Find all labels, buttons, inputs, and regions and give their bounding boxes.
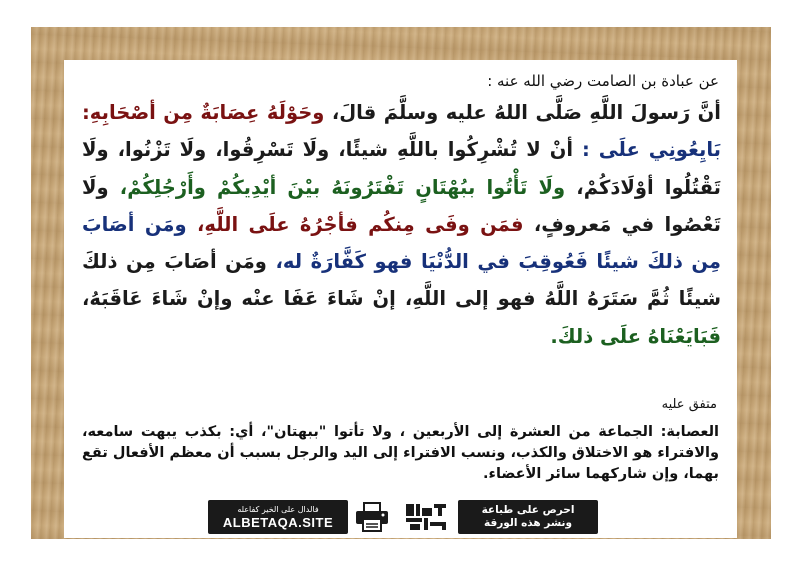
hadith-segment: ومَن أصَابَ مِن ذلكَ شيئًا فَعُوقِبَ في الدُّنْيَا فهو كَفَّارَةٌ له،: [82, 212, 721, 274]
print-reminder: [458, 500, 598, 534]
print-line-2: ونشر هذه الورقة: [484, 517, 572, 529]
hadith-segment: بَايِعُونِي علَى :: [573, 138, 721, 162]
hadith-segment: ولَا تَعْصُوا في مَعروفٍ،: [82, 175, 721, 236]
hadith-segment: فمَن وفَى مِنكُم فأجْرُهُ علَى اللَّهِ،: [186, 212, 524, 236]
printer-icon: [352, 500, 392, 534]
hadith-segment: ومَن أصَابَ مِن ذلكَ شيئًا ثُمَّ سَتَرَهُ اللَّهُ فهو إلى اللَّهِ، إنْ شَاءَ عَفَا عنْه وإنْ شَاءَ عَاقَبَهُ،: [82, 250, 721, 311]
hadith-segment: أنْ لا تُشْرِكُوا باللَّهِ شيئًا، ولَا تَسْرِقُوا، ولَا تَزْنُوا، ولَا تَقْتُلُوا أوْلَادَكُمْ،: [82, 138, 721, 199]
hadith-segment: أنَّ رَسولَ اللَّهِ صَلَّى اللهُ عليه وسلَّمَ قالَ،: [324, 101, 721, 124]
hadith-card: [64, 60, 737, 538]
site-url[interactable]: ALBETAQA.SITE: [222, 514, 334, 530]
explanation-note: العصابة: الجماعة من العشرة إلى الأربعين ، ولا تأتوا "ببهتان"، أي: بكذب يبهت سامعه، والافتراء هو الاختلاق والكذب، ونسب الافتراء إلى اليد والرجل بسبب أن معظم الأفعال تقع بهما، وإن شاركهما سائر الأعضاء.: [82, 424, 719, 482]
hadith-segment: ولَا تَأْتُوا ببُهْتَانٍ تَفْتَرُونَهُ بيْنَ أيْدِيكُمْ وأَرْجُلِكُمْ،: [108, 175, 566, 199]
footer-bar: [208, 500, 603, 534]
site-tagline: فالدال على الخير كفاعله: [237, 504, 319, 514]
print-line-1: احرص على طباعة: [481, 504, 575, 516]
albetaqa-logo-icon: [396, 500, 454, 534]
site-box: [208, 500, 348, 534]
hadith-text: [82, 94, 721, 355]
narrator-intro: عن عبادة بن الصامت رضي الله عنه :: [487, 72, 719, 90]
hadith-segment: وحَوْلَهُ عِصَابَةٌ مِن أصْحَابِهِ:: [82, 101, 325, 124]
hadith-segment: فَبَايَعْنَاهُ علَى ذلكَ.: [550, 324, 721, 348]
hadith-source: متفق عليه: [661, 397, 717, 412]
